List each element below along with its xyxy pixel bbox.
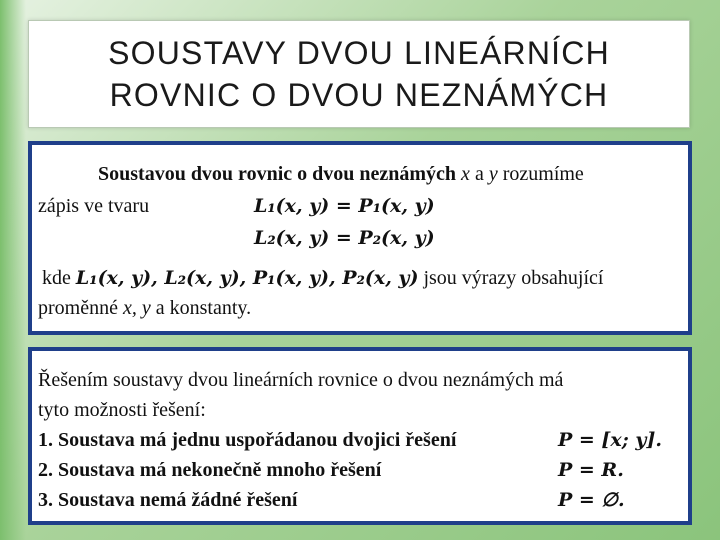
solutions-intro-2: tyto možnosti řešení: [38, 399, 206, 421]
definition-line-kde [42, 263, 603, 293]
konstanty-text: a konstanty. [155, 297, 252, 319]
solution-case-3: 3. Soustava nemá žádné řešení [38, 489, 298, 511]
definition-line-last [38, 293, 251, 323]
side-decoration [0, 0, 26, 540]
solution-case-2: 2. Soustava má nekonečně mnoho řešení [38, 459, 382, 481]
equation-1: L₁(x, y) = P₁(x, y) [254, 195, 435, 217]
zapis-text: zápis ve tvaru [38, 195, 150, 217]
definition-line-1 [98, 159, 584, 189]
solution-set-1: P = [x; y]. [558, 429, 663, 451]
expression-list: L₁(x, y), L₂(x, y), P₁(x, y), P₂(x, y) [75, 267, 419, 289]
kde-text: kde [42, 267, 71, 289]
solution-set-2: P = R. [558, 459, 624, 481]
rozumime-text: rozumíme [502, 163, 584, 185]
solutions-intro-1: Řešením soustavy dvou lineárních rovnice o dvou neznámých má [38, 369, 564, 391]
solution-case-1: 1. Soustava má jednu uspořádanou dvojici řešení [38, 429, 457, 451]
solution-set-3: P = ∅. [558, 489, 625, 511]
title-box [28, 20, 690, 128]
variables-xy: x, y [122, 297, 151, 319]
page-title-line-1: SOUSTAVY DVOU LINEÁRNÍCH [108, 35, 610, 71]
page-title-line-2: ROVNIC O DVOU NEZNÁMÝCH [109, 77, 609, 113]
conjunction-a: a [474, 163, 484, 185]
jsou-text: jsou výrazy obsahující [423, 267, 604, 289]
var-x: x [461, 163, 470, 185]
solutions-panel [28, 347, 692, 525]
var-y: y [488, 163, 498, 185]
definition-panel [28, 141, 692, 335]
equation-2: L₂(x, y) = P₂(x, y) [254, 227, 435, 249]
definition-intro: Soustavou dvou rovnic o dvou neznámých [98, 163, 457, 185]
promenne-text: proměnné [38, 297, 118, 319]
